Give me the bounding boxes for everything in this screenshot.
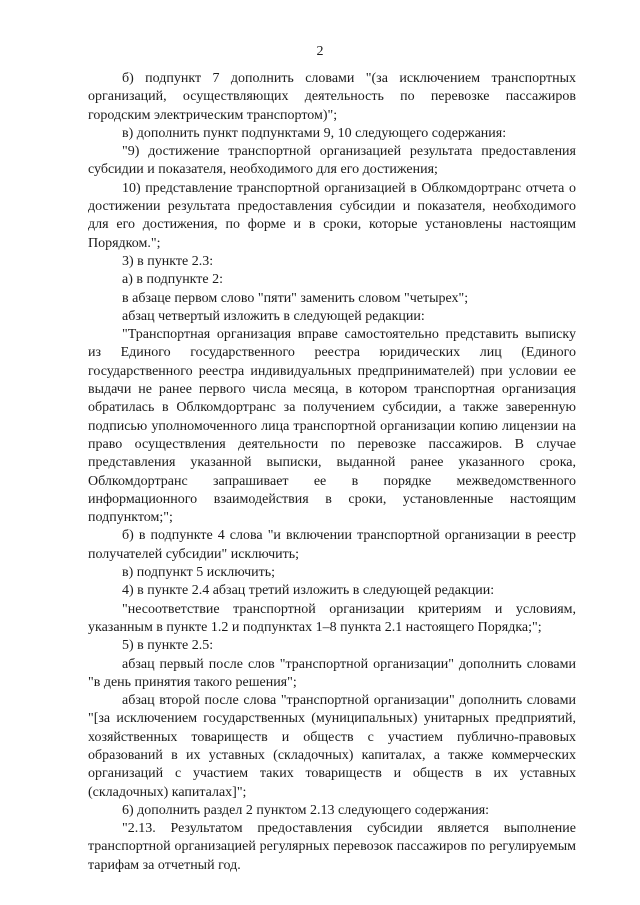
- paragraph: в абзаце первом слово "пяти" заменить словом "четырех";: [122, 290, 469, 306]
- page-number: 2: [316, 44, 324, 59]
- paragraph: "9) достижение транспортной организацией результата предоставления субсидии и показателя, необходимого для его достижения;: [88, 144, 576, 178]
- paragraph: 10) представление транспортной организацией в Облкомдортранс отчета о достижении результата предоставления субсидии и показателя, необходимого для его достижения, по форме и в сроки, которые установлены настоящим Порядком.";: [88, 180, 576, 251]
- paragraph: в) подпункт 5 исключить;: [122, 565, 276, 581]
- paragraph: "2.13. Результатом предоставления субсидии является выполнение транспортной организацией регулярных перевозок пассажиров по регулируемым тарифам за отчетный год.: [88, 821, 576, 873]
- paragraph: в) дополнить пункт подпунктами 9, 10 следующего содержания:: [122, 125, 507, 141]
- paragraph: абзац первый после слов "транспортной организации" дополнить словами "в день принятия такого решения";: [88, 656, 576, 690]
- paragraph: 4) в пункте 2.4 абзац третий изложить в следующей редакции:: [122, 583, 495, 599]
- paragraph: б) подпункт 7 дополнить словами "(за исключением транспортных организаций, осуществляющих деятельность по перевозке пассажиров городским электрическим транспортом)";: [88, 71, 576, 123]
- document-body: [88, 70, 576, 875]
- paragraph: 3) в пункте 2.3:: [122, 253, 214, 269]
- paragraph: 5) в пункте 2.5:: [122, 638, 214, 654]
- paragraph: "несоответствие транспортной организации критериям и условиям, указанным в пункте 1.2 и подпунктах 1–8 пункта 2.1 настоящего Порядка;";: [88, 601, 576, 635]
- paragraph: "Транспортная организация вправе самостоятельно представить выписку из Единого государственного реестра юридических лиц (Единого государственного реестра индивидуальных предпринимателей) при условии ее выдачи не ранее первого числа месяца, в котором транспортная организация обратилась в Облкомдортранс за получением субсидии, а также заверенную подписью уполномоченного лица транспортной организации копию лицензии на право осуществления деятельности по перевозке пассажиров. В случае представления указанной выписки, выданной ранее указанного срока, Облкомдортранс запрашивает ее в порядке межведомственного информационного взаимодействия в сроки, установленные настоящим подпунктом;";: [88, 327, 576, 526]
- paragraph: а) в подпункте 2:: [122, 272, 224, 288]
- paragraph: б) в подпункте 4 слова "и включении транспортной организации в реестр получателей субсидии" исключить;: [88, 528, 576, 562]
- paragraph: абзац четвертый изложить в следующей редакции:: [122, 308, 425, 324]
- paragraph: абзац второй после слова "транспортной организации" дополнить словами "[за исключением государственных (муниципальных) унитарных предприятий, хозяйственных товариществ и обществ с участием публично-правовых образований в их уставных (складочных) капиталах, а также коммерческих организаций с участием таких товариществ и обществ в их уставных (складочных) капиталах]";: [88, 693, 576, 800]
- paragraph: 6) дополнить раздел 2 пунктом 2.13 следующего содержания:: [122, 802, 490, 818]
